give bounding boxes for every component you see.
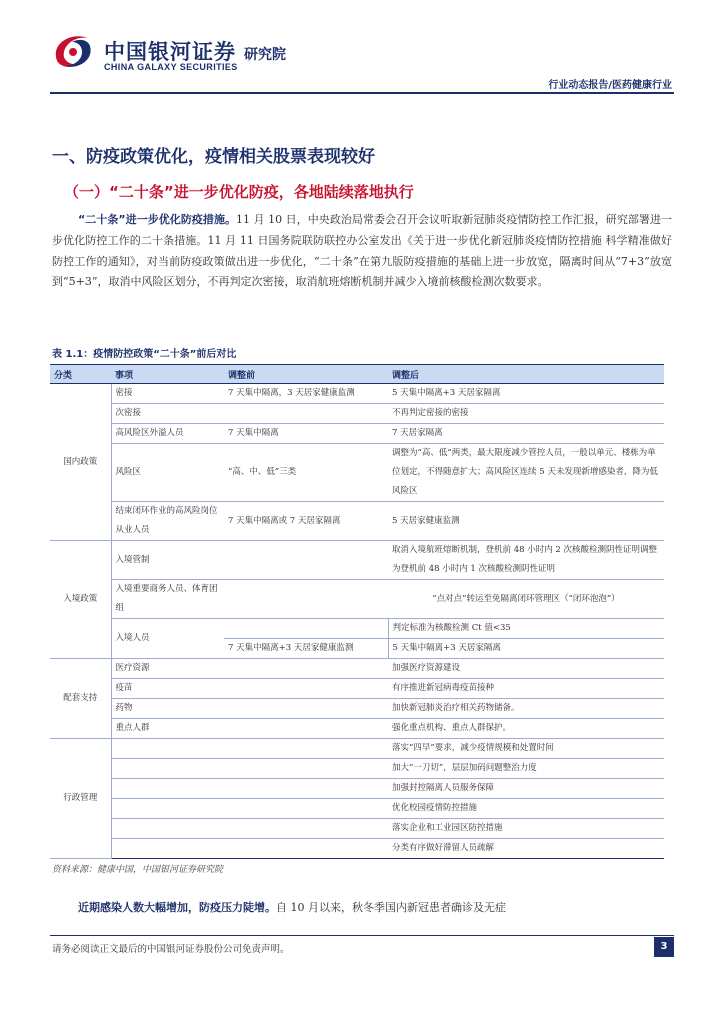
after-cell: 加强医疗资源建设 — [388, 659, 664, 679]
section-heading: 一、防疫政策优化，疫情相关股票表现较好 — [52, 147, 375, 167]
item-cell: 风险区 — [111, 444, 224, 502]
table-row — [50, 819, 664, 839]
report-type: 行业动态报告/医药健康行业 — [548, 80, 672, 91]
before-cell — [224, 719, 388, 739]
table-row — [50, 541, 664, 580]
before-cell: 7 天集中隔离或 7 天居家隔离 — [224, 502, 388, 541]
paragraph-body: 自 10 月以来，秋冬季国内新冠患者确诊及无症 — [276, 901, 506, 914]
paragraph-lead: 近期感染人数大幅增加，防疫压力陡增。 — [78, 901, 276, 914]
table-row — [50, 779, 664, 799]
header-item: 事项 — [111, 365, 224, 384]
before-cell: 7 天集中隔离，3 天居家健康监测 — [224, 384, 388, 404]
intro-paragraph — [52, 210, 672, 293]
table-caption: 表 1.1：疫情防控政策“二十条”前后对比 — [52, 349, 237, 360]
before-cell — [224, 819, 388, 839]
item-cell: 高风险区外溢人员 — [111, 424, 224, 444]
item-cell: 密接 — [111, 384, 224, 404]
table-row — [50, 699, 664, 719]
item-cell: 入境管制 — [111, 541, 224, 580]
before-cell: 7 天集中隔离+3 天居家健康监测 — [224, 639, 388, 659]
header-category: 分类 — [50, 365, 111, 384]
before-cell: “高、中、低”三类 — [224, 444, 388, 502]
table-row — [50, 719, 664, 739]
before-cell — [224, 619, 388, 639]
before-cell — [224, 759, 388, 779]
after-cell: 落实企业和工业园区防控措施 — [388, 819, 664, 839]
item-cell: 医疗资源 — [111, 659, 224, 679]
after-cell: 优化校园疫情防控措施 — [388, 799, 664, 819]
table-header-row — [50, 365, 664, 384]
after-cell: 加快新冠肺炎治疗相关药物储备。 — [388, 699, 664, 719]
subsection-heading: （一）“二十条”进一步优化防疫，各地陆续落地执行 — [64, 183, 414, 201]
after-cell: 调整为“高、低”两类，最大限度减少管控人员，一般以单元、楼栋为单位划定，不得随意扩大；高风险区连续 5 天未发现新增感染者，降为低风险区 — [388, 444, 664, 502]
table-row — [50, 679, 664, 699]
header-after: 调整后 — [388, 365, 664, 384]
table-source: 资料来源：健康中国，中国银河证券研究院 — [52, 865, 224, 875]
table-row — [50, 424, 664, 444]
after-cell: 不再判定密接的密接 — [388, 404, 664, 424]
before-cell: 7 天集中隔离 — [224, 424, 388, 444]
after-cell: 分类有序做好滞留人员疏解 — [388, 839, 664, 859]
item-cell — [111, 759, 224, 779]
table-row — [50, 444, 664, 502]
galaxy-logo-icon — [50, 30, 96, 72]
before-cell — [224, 739, 388, 759]
category-cell: 国内政策 — [50, 384, 111, 541]
table-row — [50, 619, 664, 639]
before-cell — [224, 679, 388, 699]
table-row — [50, 580, 664, 619]
header-divider — [50, 92, 674, 94]
item-cell — [111, 779, 224, 799]
after-cell: 强化重点机构、重点人群保护。 — [388, 719, 664, 739]
item-cell: 次密接 — [111, 404, 224, 424]
table-row — [50, 659, 664, 679]
item-cell: 入境重要商务人员、体育团组 — [111, 580, 224, 619]
before-cell — [224, 541, 388, 580]
table-row — [50, 799, 664, 819]
table-row — [50, 759, 664, 779]
after-cell: 落实“四早”要求，减少疫情规模和处置时间 — [388, 739, 664, 759]
item-cell — [111, 839, 224, 859]
policy-comparison-table — [50, 364, 664, 859]
page-number: 3 — [654, 937, 674, 957]
logo-institute: 研究院 — [244, 47, 286, 63]
footer-disclaimer: 请务必阅读正文最后的中国银河证券股份公司免责声明。 — [52, 944, 290, 955]
item-cell: 结束闭环作业的高风险岗位从业人员 — [111, 502, 224, 541]
after-cell: “点对点”转运至免隔离闭环管理区（“闭环泡泡”） — [388, 580, 664, 619]
category-cell: 行政管理 — [50, 739, 111, 859]
logo-english-name: CHINA GALAXY SECURITIES — [104, 62, 238, 72]
item-cell — [111, 819, 224, 839]
before-cell — [224, 404, 388, 424]
item-cell: 入境人员 — [111, 619, 224, 659]
table-row — [50, 384, 664, 404]
item-cell: 重点人群 — [111, 719, 224, 739]
after-cell: 5 天集中隔离+3 天居家隔离 — [388, 384, 664, 404]
table-row — [50, 739, 664, 759]
category-cell: 配套支持 — [50, 659, 111, 739]
after-cell: 5 天居家健康监测 — [388, 502, 664, 541]
table-row — [50, 839, 664, 859]
after-cell: 加强封控隔离人员服务保障 — [388, 779, 664, 799]
after-cell: 7 天居家隔离 — [388, 424, 664, 444]
before-cell — [224, 580, 388, 619]
before-cell — [224, 659, 388, 679]
paragraph-body: 11 月 10 日，中央政治局常委会召开会议听取新冠肺炎疫情防控工作汇报，研究部署进一步优化防控工作的二十条措施。11 月 11 日国务院联防联控办公室发出《关于进一步优化新冠肺炎疫情防控措施 科学精准做好防控工作的通知》，对当前防疫政策做出进一步优化，“二十条”在第九版防疫措施的基础上进一步放宽，隔离时间从“7+3”放宽到“5+3”，取消中风险区划分，不再判定次密接，取消航班熔断机制并减少入境前核酸检测次数要求。 — [52, 213, 672, 289]
after-cell: 加大“一刀切”，层层加码问题整治力度 — [388, 759, 664, 779]
before-cell — [224, 839, 388, 859]
logo-chinese-name: 中国银河证券 — [104, 40, 236, 64]
after-cell: 取消入境航班熔断机制，登机前 48 小时内 2 次核酸检测阴性证明调整为登机前 48 小时内 1 次核酸检测阴性证明 — [388, 541, 664, 580]
next-paragraph — [52, 899, 672, 915]
before-cell — [224, 699, 388, 719]
category-cell: 入境政策 — [50, 541, 111, 659]
after-cell: 5 天集中隔离+3 天居家隔离 — [388, 639, 664, 659]
before-cell — [224, 799, 388, 819]
item-cell — [111, 799, 224, 819]
after-cell: 判定标准为核酸检测 Ct 值<35 — [388, 619, 664, 639]
header-before: 调整前 — [224, 365, 388, 384]
item-cell — [111, 739, 224, 759]
after-cell: 有序推进新冠病毒疫苗接种 — [388, 679, 664, 699]
item-cell: 疫苗 — [111, 679, 224, 699]
table-row — [50, 404, 664, 424]
item-cell: 药物 — [111, 699, 224, 719]
before-cell — [224, 779, 388, 799]
table-row — [50, 502, 664, 541]
paragraph-lead: “二十条”进一步优化防疫措施。 — [78, 213, 237, 226]
footer-divider — [50, 935, 674, 936]
